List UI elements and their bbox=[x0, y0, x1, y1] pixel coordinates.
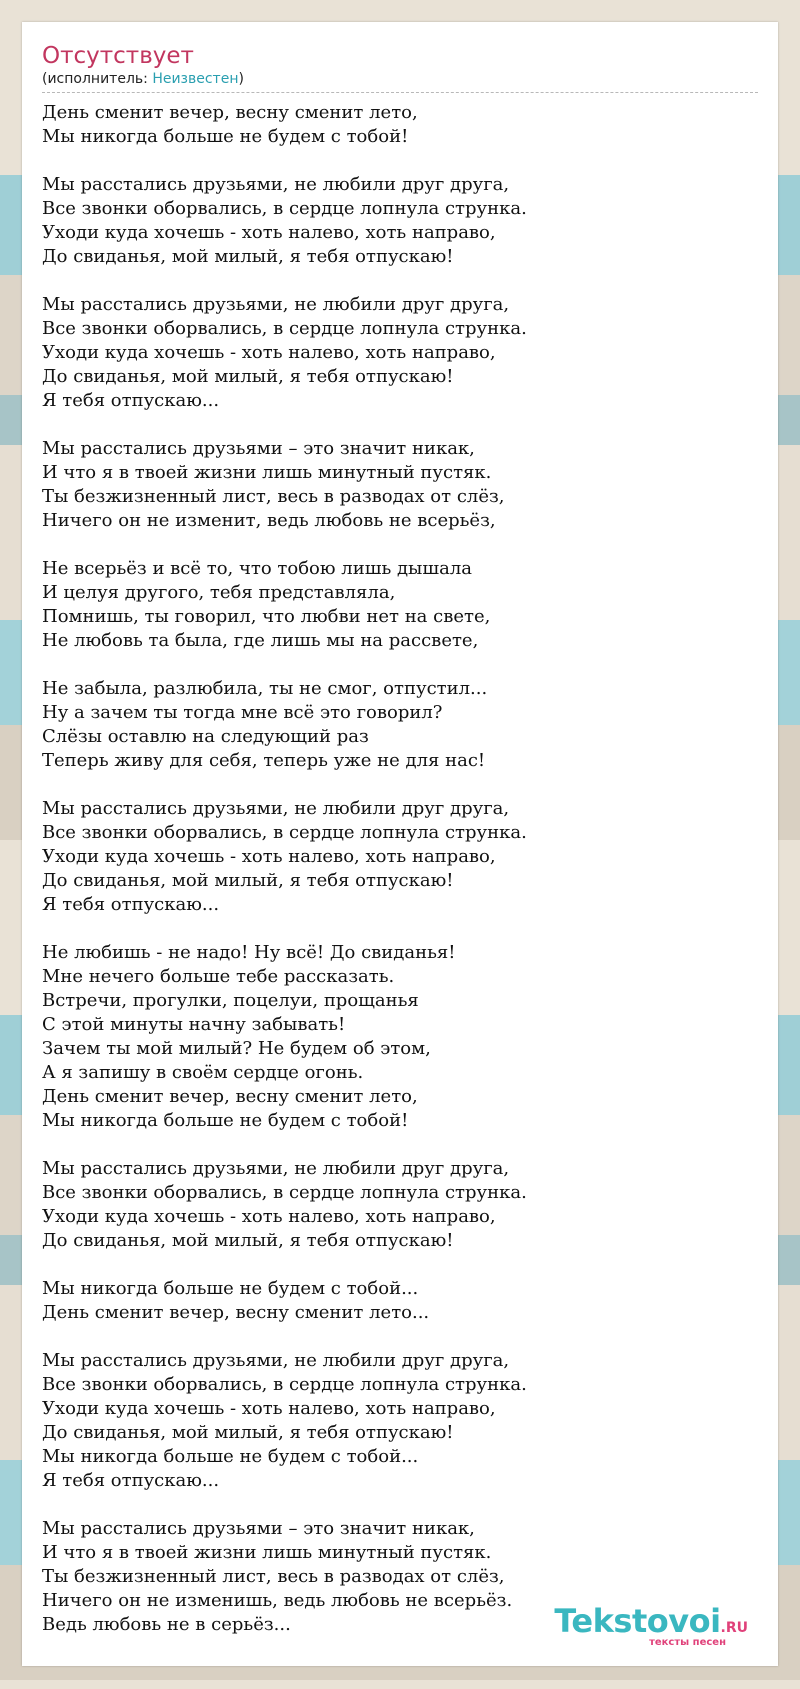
stanza-break bbox=[42, 413, 758, 437]
lyric-line: Все звонки оборвались, в сердце лопнула струнка. bbox=[42, 1374, 527, 1395]
lyric-line: Мы расстались друзьями – это значит никак, bbox=[42, 438, 475, 459]
lyric-line: Я тебя отпускаю... bbox=[42, 1470, 220, 1491]
lyric-line: Уходи куда хочешь - хоть налево, хоть направо, bbox=[42, 846, 496, 867]
lyric-line: До свиданья, мой милый, я тебя отпускаю! bbox=[42, 870, 454, 891]
lyric-line: Уходи куда хочешь - хоть налево, хоть направо, bbox=[42, 1398, 496, 1419]
artist-prefix: (исполнитель: bbox=[42, 71, 153, 87]
lyric-line: Мы расстались друзьями, не любили друг друга, bbox=[42, 174, 510, 195]
lyric-line: Мы никогда больше не будем с тобой... bbox=[42, 1446, 419, 1467]
lyric-line: Не всерьёз и всё то, что тобою лишь дышала bbox=[42, 558, 473, 579]
stanza-break bbox=[42, 533, 758, 557]
lyric-line: Все звонки оборвались, в сердце лопнула струнка. bbox=[42, 1182, 527, 1203]
logo-tagline: тексты песен bbox=[649, 1637, 726, 1648]
stanza-break bbox=[42, 1325, 758, 1349]
lyric-line: Ведь любовь не в серьёз... bbox=[42, 1614, 291, 1635]
lyric-line: Мы расстались друзьями, не любили друг друга, bbox=[42, 294, 510, 315]
lyric-line: Ничего он не изменит, ведь любовь не всерьёз, bbox=[42, 510, 496, 531]
lyric-line: День сменит вечер, весну сменит лето, bbox=[42, 1086, 418, 1107]
lyric-line: Все звонки оборвались, в сердце лопнула струнка. bbox=[42, 318, 527, 339]
lyric-line: Слёзы оставлю на следующий раз bbox=[42, 726, 369, 747]
lyrics-body bbox=[42, 101, 758, 1637]
artist-link[interactable]: Неизвестен bbox=[152, 71, 239, 87]
lyric-line: Мы расстались друзьями, не любили друг друга, bbox=[42, 798, 510, 819]
lyric-line: Зачем ты мой милый? Не будем об этом, bbox=[42, 1038, 431, 1059]
lyric-line: Мы расстались друзьями – это значит никак, bbox=[42, 1518, 475, 1539]
lyric-line: Ты безжизненный лист, весь в разводах от слёз, bbox=[42, 1566, 505, 1587]
lyrics-card bbox=[22, 22, 778, 1666]
song-title: Отсутствует bbox=[42, 43, 194, 69]
lyric-line: Не любовь та была, где лишь мы на рассвете, bbox=[42, 630, 479, 651]
lyric-line: Мы никогда больше не будем с тобой! bbox=[42, 126, 409, 147]
artist-line bbox=[42, 70, 758, 88]
stanza-break bbox=[42, 1253, 758, 1277]
lyric-line: До свиданья, мой милый, я тебя отпускаю! bbox=[42, 1422, 454, 1443]
stanza-break bbox=[42, 149, 758, 173]
site-logo[interactable] bbox=[554, 1604, 748, 1648]
stanza-break bbox=[42, 773, 758, 797]
lyric-line: Все звонки оборвались, в сердце лопнула струнка. bbox=[42, 822, 527, 843]
lyric-line: Мы расстались друзьями, не любили друг друга, bbox=[42, 1350, 510, 1371]
lyric-line: И что я в твоей жизни лишь минутный пустяк. bbox=[42, 462, 492, 483]
lyric-line: Мне нечего больше тебе рассказать. bbox=[42, 966, 395, 987]
lyric-line: Я тебя отпускаю... bbox=[42, 390, 220, 411]
lyric-line: А я запишу в своём сердце огонь. bbox=[42, 1062, 364, 1083]
lyric-line: Мы никогда больше не будем с тобой... bbox=[42, 1278, 419, 1299]
lyric-line: Уходи куда хочешь - хоть налево, хоть направо, bbox=[42, 1206, 496, 1227]
lyric-line: До свиданья, мой милый, я тебя отпускаю! bbox=[42, 246, 454, 267]
stanza-break bbox=[42, 269, 758, 293]
lyric-line: До свиданья, мой милый, я тебя отпускаю! bbox=[42, 366, 454, 387]
song-header bbox=[42, 42, 758, 93]
lyric-line: Мы никогда больше не будем с тобой! bbox=[42, 1110, 409, 1131]
lyric-line: Помнишь, ты говорил, что любви нет на свете, bbox=[42, 606, 491, 627]
logo-tld: .RU bbox=[720, 1620, 748, 1636]
stanza-break bbox=[42, 1493, 758, 1517]
lyric-line: Уходи куда хочешь - хоть налево, хоть направо, bbox=[42, 342, 496, 363]
lyric-line: Все звонки оборвались, в сердце лопнула струнка. bbox=[42, 198, 527, 219]
lyric-line: Не любишь - не надо! Ну всё! До свиданья! bbox=[42, 942, 456, 963]
lyric-line: Я тебя отпускаю... bbox=[42, 894, 220, 915]
lyric-line: Мы расстались друзьями, не любили друг друга, bbox=[42, 1158, 510, 1179]
lyric-line: Уходи куда хочешь - хоть налево, хоть направо, bbox=[42, 222, 496, 243]
lyric-line: Ты безжизненный лист, весь в разводах от слёз, bbox=[42, 486, 505, 507]
lyric-line: Ничего он не изменишь, ведь любовь не всерьёз. bbox=[42, 1590, 513, 1611]
lyric-line: До свиданья, мой милый, я тебя отпускаю! bbox=[42, 1230, 454, 1251]
artist-suffix: ) bbox=[238, 71, 244, 87]
lyric-line: Встречи, прогулки, поцелуи, прощанья bbox=[42, 990, 419, 1011]
lyric-line: С этой минуты начну забывать! bbox=[42, 1014, 346, 1035]
lyric-line: Не забыла, разлюбила, ты не смог, отпустил... bbox=[42, 678, 488, 699]
lyric-line: День сменит вечер, весну сменит лето... bbox=[42, 1302, 430, 1323]
logo-name: Tekstovoi bbox=[554, 1602, 721, 1640]
lyric-line: Ну а зачем ты тогда мне всё это говорил? bbox=[42, 702, 443, 723]
stanza-break bbox=[42, 1133, 758, 1157]
lyric-line: День сменит вечер, весну сменит лето, bbox=[42, 102, 418, 123]
lyric-line: И целуя другого, тебя представляла, bbox=[42, 582, 396, 603]
stanza-break bbox=[42, 917, 758, 941]
lyric-line: И что я в твоей жизни лишь минутный пустяк. bbox=[42, 1542, 492, 1563]
stanza-break bbox=[42, 653, 758, 677]
lyric-line: Теперь живу для себя, теперь уже не для нас! bbox=[42, 750, 486, 771]
